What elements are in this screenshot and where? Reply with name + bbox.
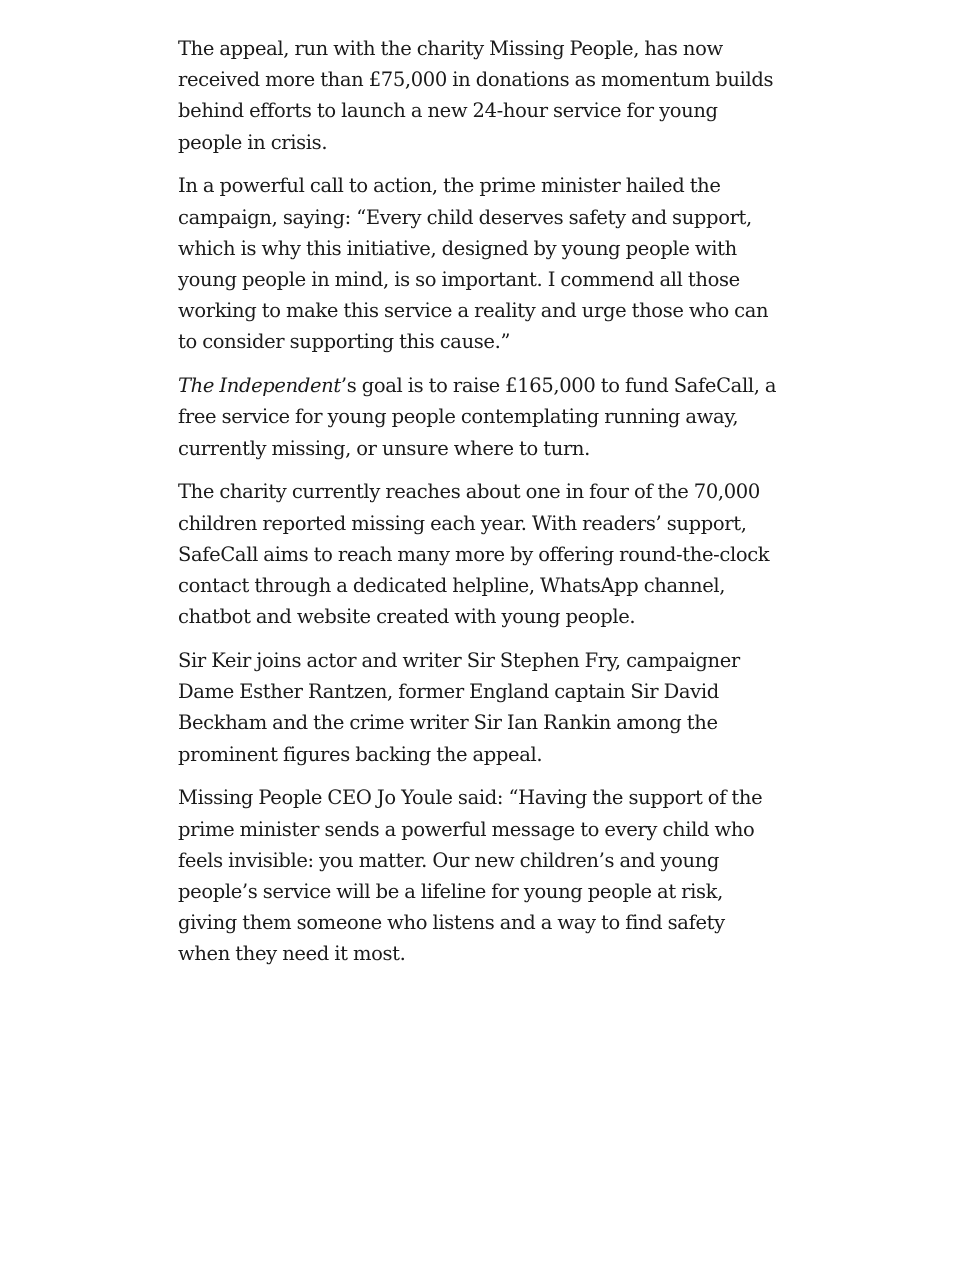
article-paragraph-5: Sir Keir joins actor and writer Sir Stephen Fry, campaigner Dame Esther Rantzen, former England captain Sir David Beckham and the crime writer Sir Ian Rankin among the prominent figures backing the appeal.: [178, 649, 740, 766]
article-body: [178, 33, 778, 982]
publication-name: The Independent: [178, 374, 341, 398]
article-paragraph-3-text: ’s goal is to raise £165,000 to fund SafeCall, a free service for young people contemplating running away, currently missing, or unsure where to turn.: [178, 374, 777, 460]
article-paragraph-4: The charity currently reaches about one in four of the 70,000 children reported missing each year. With readers’ support, SafeCall aims to reach many more by offering round-the-clock contact through a dedicated helpline, WhatsApp channel, chatbot and website created with young people.: [178, 480, 770, 629]
article-paragraph-2: In a powerful call to action, the prime minister hailed the campaign, saying: “Every child deserves safety and support, which is why this initiative, designed by young people with young people in mind, is so important. I commend all those working to make this service a reality and urge those who can to consider supporting this cause.”: [178, 174, 769, 354]
article-paragraph-1: The appeal, run with the charity Missing People, has now received more than £75,000 in donations as momentum builds behind efforts to launch a new 24-hour service for young people in crisis.: [178, 37, 774, 154]
article-paragraph-6: Missing People CEO Jo Youle said: “Having the support of the prime minister sends a powerful message to every child who feels invisible: you matter. Our new children’s and young people’s service will be a lifeline for young people at risk, giving them someone who listens and a way to find safety when they need it most.: [178, 786, 763, 966]
article-paragraph-3: [178, 370, 778, 464]
